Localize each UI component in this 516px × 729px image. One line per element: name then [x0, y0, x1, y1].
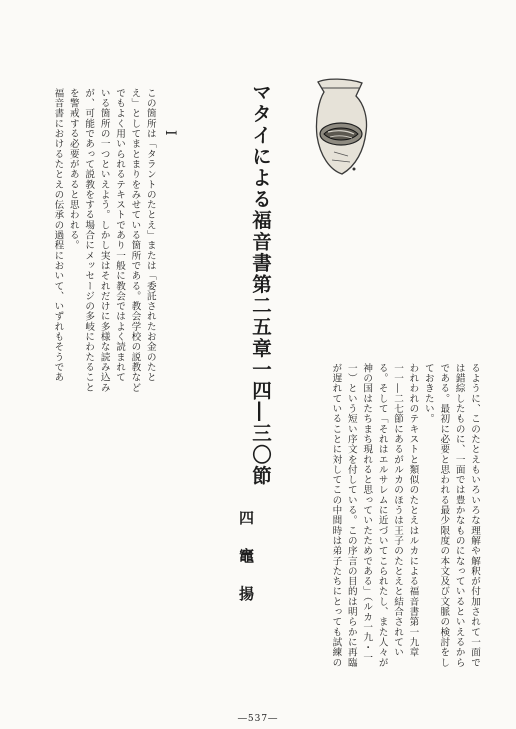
text-line: 福音書におけるたとえの伝承の過程において、いずれもそうであ	[52, 88, 64, 383]
text-line: が、可能であって説教をする場合にメッセージの多岐にわたること	[83, 88, 95, 393]
text-line: る。そして「それはエルサレムに近づいてこられたし、また人々が	[376, 363, 388, 668]
text-line: でもよく用いられるテキストであり一般に教会ではよく読まれて	[114, 88, 126, 383]
text-line: え」としてまとまりをみせている箇所である。教会学校の説教など	[129, 88, 141, 393]
text-line: ておきたい。	[422, 363, 434, 424]
section-number: I	[162, 130, 178, 136]
text-line: 一一―二七節にあるがルカのほうは王子のたとえと結合されてい	[392, 363, 404, 658]
text-line: この箇所は「タラントのたとえ」または「委託されたお金のたと	[144, 88, 156, 383]
text-line: 一）という短い序文を付している。この序言の目的は明らかに再臨	[345, 363, 357, 668]
text-column-upper	[50, 88, 158, 393]
text-line: を警戒する必要があると思われる。	[67, 88, 79, 251]
text-line: である。最初に必要と思われる最少限度の本文及び文脈の検討をし	[438, 363, 450, 668]
page-number: ―537―	[237, 714, 279, 724]
text-line: いる箇所の一つといえよう。しかし実はそれだけに多様な読み込み	[98, 88, 110, 393]
text-line: るように、このたとえもいろいろな理解や解釈が付加されて一面で	[469, 363, 481, 668]
text-line: 神の国はたちまち現れると思っていたためである」（ルカ一九・一	[361, 363, 373, 663]
text-column-lower	[328, 363, 482, 708]
text-line: が遅れていることに対してこの中間時は弟子たちにとっても試練の	[330, 363, 342, 668]
article-title: マタイによる福音書第二五章一四―三〇節	[249, 82, 272, 487]
author-name: 四 竈 揚	[237, 510, 255, 605]
decorative-emblem-icon	[312, 74, 370, 184]
text-line: われわれのテキストと類似のたとえはルカによる福音書第一九章	[407, 363, 419, 658]
text-line: は錯綜したものに、一面では豊かなものになっているといえるから	[453, 363, 465, 668]
